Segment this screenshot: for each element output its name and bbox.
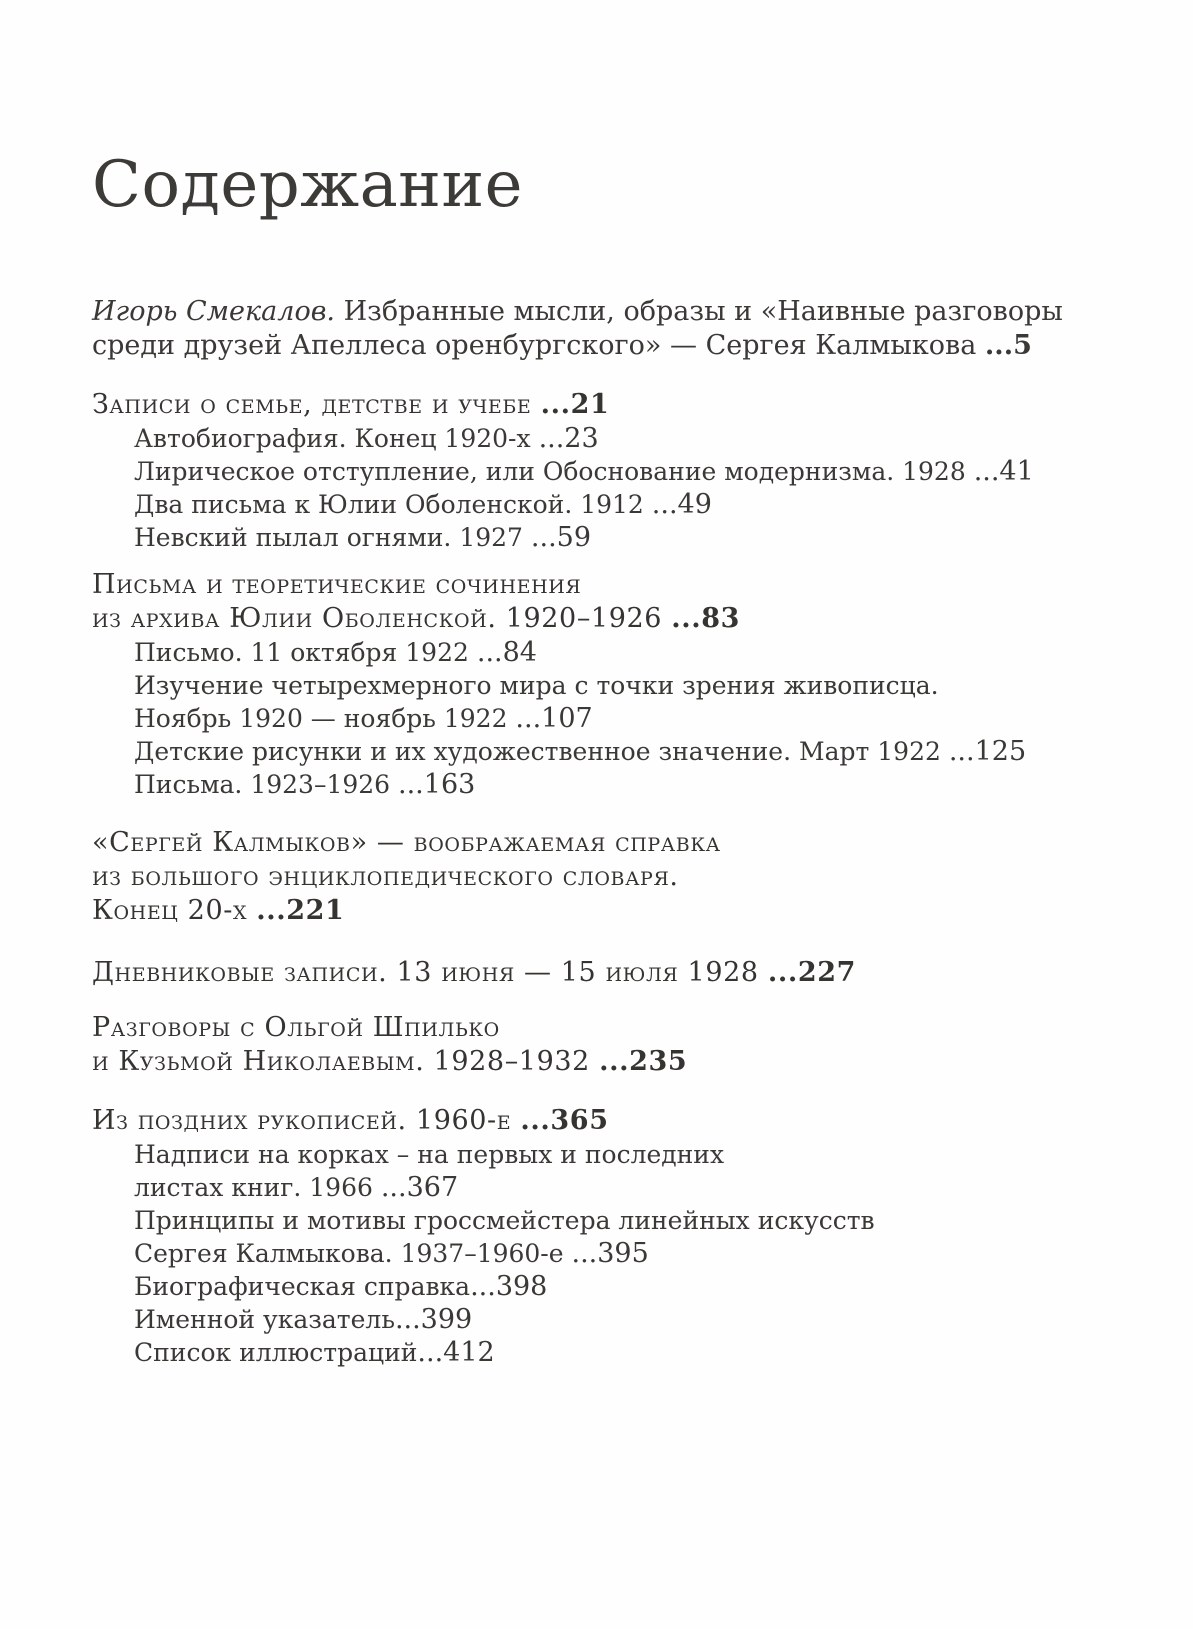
toc-item-page-number: ...125: [948, 736, 1027, 767]
section-heading-line: [92, 602, 1172, 636]
toc-item-line: [134, 1336, 1172, 1369]
toc-item-line: [134, 422, 1172, 455]
toc-item-page-number: ...412: [417, 1337, 495, 1368]
section-items: [92, 1138, 1172, 1369]
section-heading-text: Разговоры с Ольгой Шпилько: [92, 1012, 500, 1043]
section-heading-line: [92, 956, 1172, 990]
page-title: Содержание: [92, 148, 523, 222]
toc-item-line: [134, 669, 1172, 702]
section-heading-line: [92, 568, 1172, 602]
section-heading-text: Из поздних рукописей. 1960-е: [92, 1105, 521, 1136]
toc-item-text: Невский пылал огнями. 1927: [134, 523, 531, 552]
section-page-number: ...221: [256, 895, 345, 926]
toc-item-page-number: ...395: [571, 1238, 649, 1269]
section-heading-line: [92, 1011, 1172, 1045]
intro-title-part: среди друзей Апеллеса оренбургского» — Сергея Калмыкова: [92, 330, 985, 361]
section-heading-text: из большого энциклопедического словаря.: [92, 861, 679, 892]
section-heading-text: из архива Юлии Оболенской. 1920–1926: [92, 603, 672, 634]
toc-item-text: Письмо. 11 октября 1922: [134, 638, 477, 667]
toc-item-text: Список иллюстраций: [134, 1338, 418, 1367]
toc-item-line: [134, 1303, 1172, 1336]
intro-page-number: ...5: [984, 330, 1032, 361]
toc-item-text: Ноябрь 1920 — ноябрь 1922: [134, 704, 516, 733]
section-page-number: ...365: [520, 1105, 609, 1136]
section-page-number: ...83: [671, 603, 741, 634]
intro-line-1: [92, 295, 1152, 329]
intro-title-part: Избранные мысли, образы и «Наивные разговоры: [335, 296, 1063, 327]
toc-item-page-number: ...49: [651, 489, 712, 520]
toc-item-page-number: ...398: [470, 1271, 548, 1302]
toc-item-line: [134, 1237, 1172, 1270]
toc-section: [92, 1104, 1172, 1369]
section-heading-line: [92, 388, 1172, 422]
section-heading-line: [92, 1104, 1172, 1138]
toc-item-text: Именной указатель: [134, 1305, 395, 1334]
toc-section: [92, 956, 1172, 990]
toc-item-text: Два письма к Юлии Оболенской. 1912: [134, 490, 652, 519]
toc-section: [92, 826, 1172, 928]
toc-item-text: Лирическое отступление, или Обоснование модернизма. 1928: [134, 457, 974, 486]
toc-item-line: [134, 768, 1172, 801]
section-heading-text: Дневниковые записи. 13 июня — 15 июля 1928: [92, 957, 768, 988]
toc-item-text: Биографическая справка: [134, 1272, 471, 1301]
section-heading-line: [92, 1045, 1172, 1079]
toc-section: [92, 568, 1172, 801]
toc-section: [92, 1011, 1172, 1079]
toc-item-text: Сергея Калмыкова. 1937–1960-е: [134, 1239, 572, 1268]
toc-item-line: [134, 1270, 1172, 1303]
toc-item-text: листах книг. 1966: [134, 1173, 381, 1202]
section-page-number: ...227: [767, 957, 857, 988]
toc-item-page-number: ...163: [398, 769, 476, 800]
toc-item-text: Изучение четырехмерного мира с точки зрения живописца.: [134, 671, 939, 700]
section-heading-text: Записи о семье, детстве и учебе: [92, 389, 541, 420]
toc-item-page-number: ...84: [476, 637, 537, 668]
intro-line-2: [92, 329, 1152, 363]
toc-item-line: [134, 702, 1172, 735]
toc-item-page-number: ...41: [973, 456, 1034, 487]
toc-item-text: Автобиография. Конец 1920-х: [134, 424, 539, 453]
section-items: [92, 636, 1172, 801]
toc-item-page-number: ...107: [515, 703, 593, 734]
toc-item-line: [134, 1138, 1172, 1171]
section-heading-text: Конец 20-х: [92, 895, 257, 926]
section-heading-line: [92, 826, 1172, 860]
section-heading-text: Письма и теоретические сочинения: [92, 569, 582, 600]
toc-item-line: [134, 1171, 1172, 1204]
intro-entry: [92, 295, 1152, 363]
toc-item-line: [134, 521, 1172, 554]
toc-item-page-number: ...367: [380, 1172, 459, 1203]
section-page-number: ...235: [599, 1046, 688, 1077]
toc-item-page-number: ...399: [394, 1304, 473, 1335]
section-heading-line: [92, 894, 1172, 928]
section-heading-text: и Кузьмой Николаевым. 1928–1932: [92, 1046, 600, 1077]
toc-item-text: Детские рисунки и их художественное значение. Март 1922: [134, 737, 949, 766]
toc-item-line: [134, 636, 1172, 669]
section-items: [92, 422, 1172, 554]
section-heading-line: [92, 860, 1172, 894]
toc-section: [92, 388, 1172, 554]
toc-item-page-number: ...59: [530, 522, 592, 553]
toc-item-line: [134, 488, 1172, 521]
toc-item-text: Надписи на корках – на первых и последних: [134, 1140, 725, 1169]
toc-item-line: [134, 1204, 1172, 1237]
intro-author: Игорь Смекалов.: [92, 296, 335, 327]
toc-item-line: [134, 455, 1172, 488]
section-heading-text: «Сергей Калмыков» — воображаемая справка: [92, 827, 721, 858]
toc-item-line: [134, 735, 1172, 768]
toc-item-text: Письма. 1923–1926: [134, 770, 399, 799]
section-page-number: ...21: [540, 389, 610, 420]
toc-item-page-number: ...23: [538, 423, 599, 454]
toc-item-text: Принципы и мотивы гроссмейстера линейных искусств: [134, 1206, 875, 1235]
